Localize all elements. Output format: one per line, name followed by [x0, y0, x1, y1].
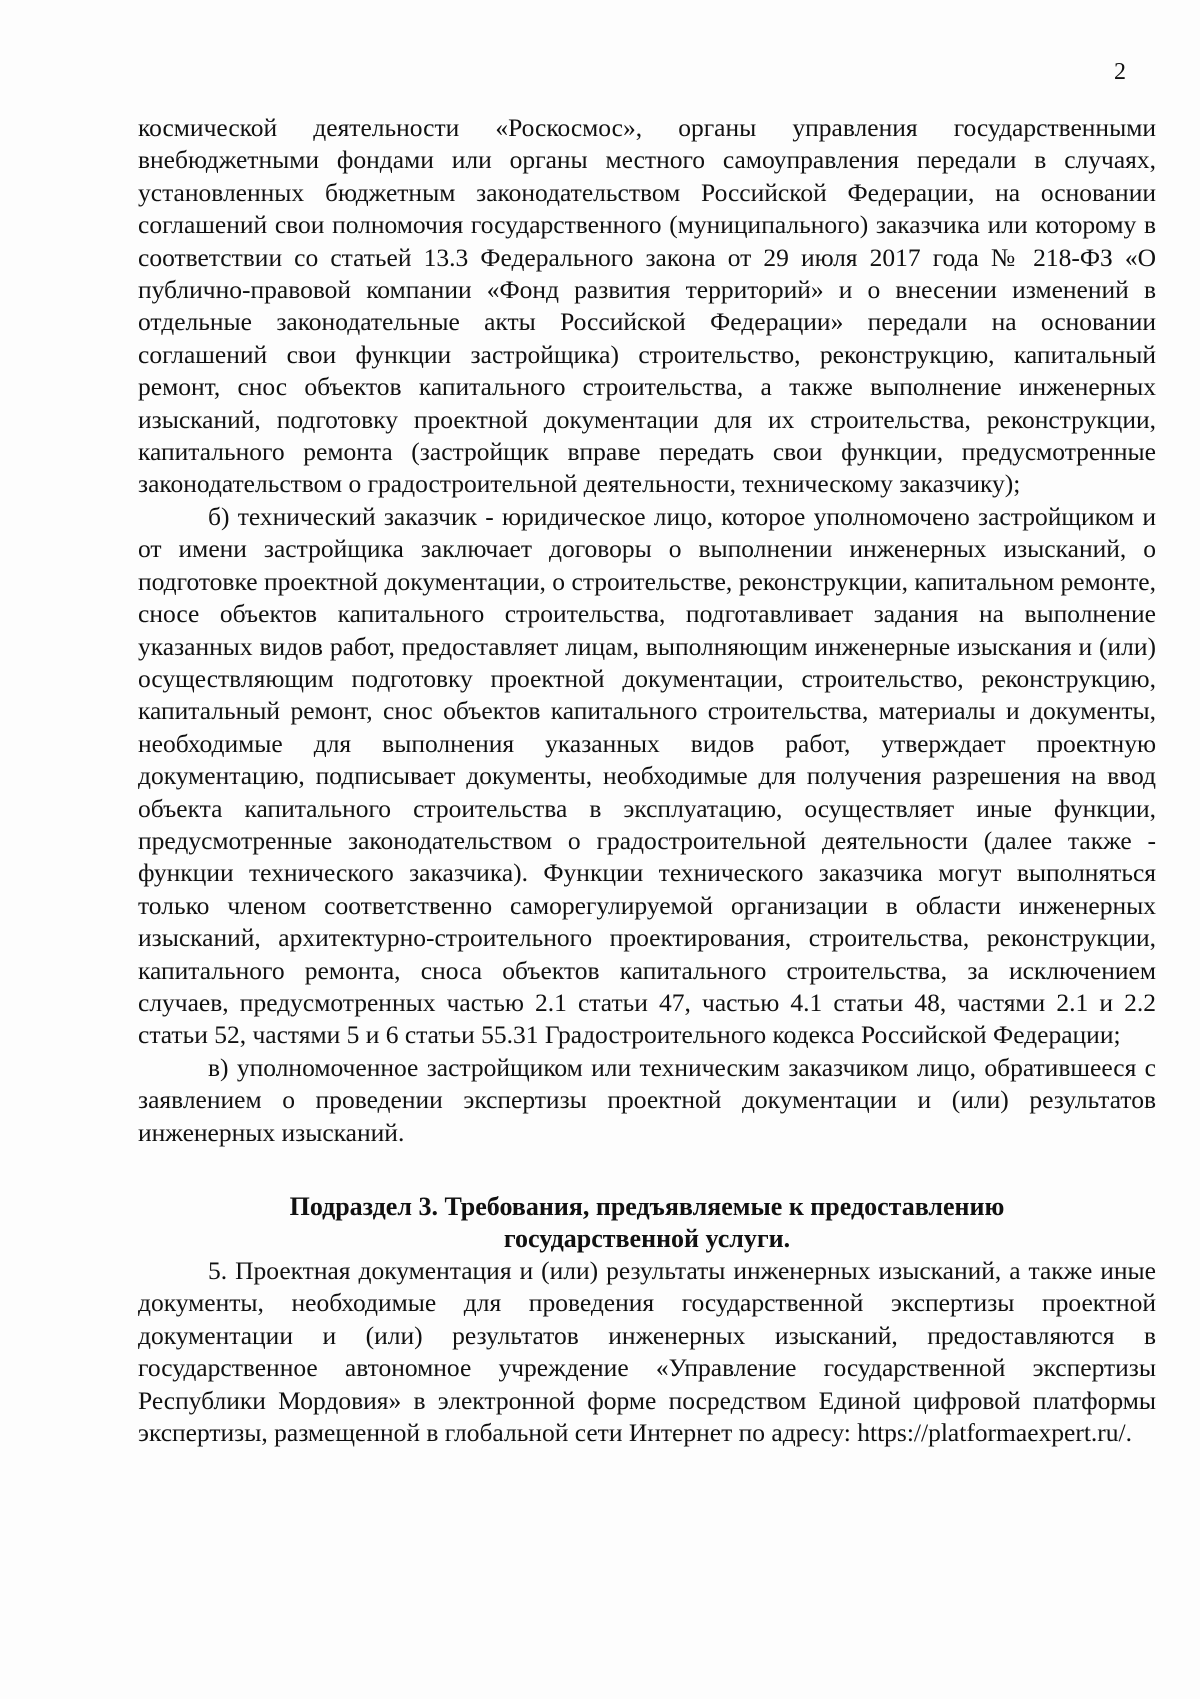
- paragraph-continuation: космической деятельности «Роскосмос», органы управления государственными внебюджетными фондами или органы местного самоуправления передали в случаях, установленных бюджетным законодательством Российской Федерации, на основании соглашений свои полномочия государственного (муниципального) заказчика или которому в соответствии со статьей 13.3 Федерального закона от 29 июля 2017 года № 218-ФЗ «О публично-правовой компании «Фонд развития территорий» и о внесении изменений в отдельные законодательные акты Российской Федерации» передали на основании соглашений свои функции застройщика) строительство, реконструкцию, капитальный ремонт, снос объектов капитального строительства, а также выполнение инженерных изысканий, подготовку проектной документации для их строительства, реконструкции, капитального ремонта (застройщик вправе передать свои функции, предусмотренные законодательством о градостроительной деятельности, техническому заказчику);: [138, 113, 1156, 499]
- section-heading-line-2: государственной услуги.: [503, 1224, 791, 1253]
- paragraph-technical-customer: б) технический заказчик - юридическое лицо, которое уполномочено застройщиком и от имени застройщика заключает договоры о выполнении инженерных изысканий, о подготовке проектной документации, о строительстве, реконструкции, капитальном ремонте, сносе объектов капитального строительства, подготавливает задания на выполнение указанных видов работ, предоставляет лицам, выполняющим инженерные изыскания и (или) осуществляющим подготовку проектной документации, строительство, реконструкцию, капитальный ремонт, снос объектов капитального строительства, материалы и документы, необходимые для выполнения указанных видов работ, утверждает проектную документацию, подписывает документы, необходимые для получения разрешения на ввод объекта капитального строительства в эксплуатацию, осуществляет иные функции, предусмотренные законодательством о градостроительной деятельности (далее также - функции технического заказчика). Функции технического заказчика могут выполняться только членом соответственно саморегулируемой организации в области инженерных изысканий, архитектурно-строительного проектирования, строительства, реконструкции, капитального ремонта, сноса объектов капитального строительства, за исключением случаев, предусмотренных частью 2.1 статьи 47, частью 4.1 статьи 48, частями 2.1 и 2.2 статьи 52, частями 5 и 6 статьи 55.31 Градостроительного кодекса Российской Федерации;: [138, 501, 1156, 1050]
- paragraph-item-5: 5. Проектная документация и (или) результаты инженерных изысканий, а также иные документы, необходимые для проведения государственной экспертизы проектной документации и (или) результатов инженерных изысканий, предоставляются в государственное автономное учреждение «Управление государственной экспертизы Республики Мордовия» в электронной форме посредством Единой цифровой платформы экспертизы, размещенной в глобальной сети Интернет по адресу: https://platformaexpert.ru/.: [138, 1256, 1156, 1448]
- paragraph-authorized-person: в) уполномоченное застройщиком или техническим заказчиком лицо, обратившееся с заявлением о проведении экспертизы проектной документации и (или) результатов инженерных изысканий.: [138, 1052, 1156, 1147]
- document-body: [138, 112, 1156, 1449]
- section-heading-line-1: Подраздел 3. Требования, предъявляемые к предоставлению: [289, 1192, 1005, 1221]
- section-heading: [138, 1191, 1156, 1255]
- page-number: 2: [1114, 59, 1126, 85]
